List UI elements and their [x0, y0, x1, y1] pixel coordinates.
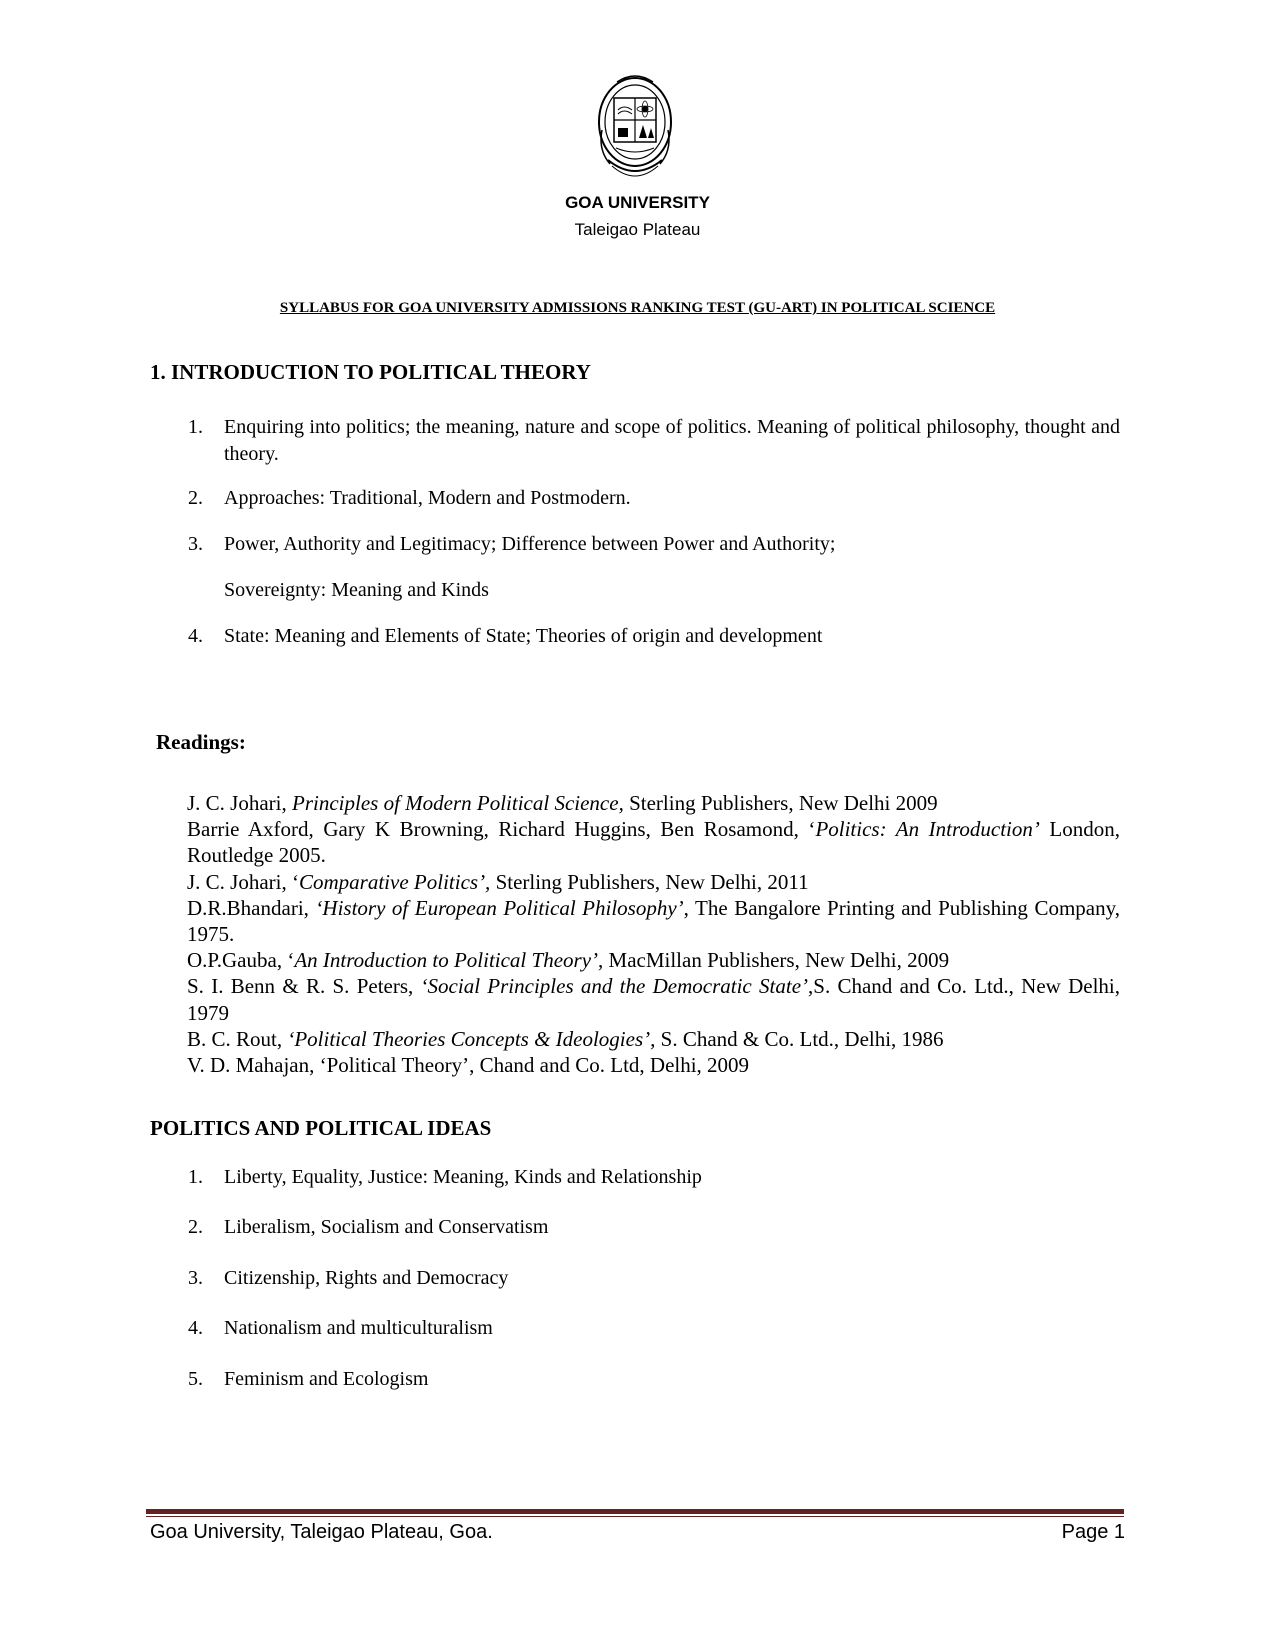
list-text: Citizenship, Rights and Democracy: [224, 1267, 509, 1289]
reading-publisher: , The Bangalore Printing and Publishing Company, 1975.: [187, 895, 1120, 947]
list-number: 1.: [188, 1166, 203, 1188]
list-text: Nationalism and multiculturalism: [224, 1317, 493, 1339]
list-number: 3.: [188, 533, 203, 555]
list-text: State: Meaning and Elements of State; Theories of origin and development: [224, 625, 823, 647]
reading-title: Principles of Modern Political Science,: [292, 791, 624, 815]
reading-publisher: S. Chand & Co. Ltd., Delhi, 1986: [655, 1026, 944, 1051]
footer-divider: [146, 1509, 1124, 1514]
reading-entry: [187, 869, 1120, 895]
list-number: 2.: [188, 487, 203, 509]
list-text: Liberty, Equality, Justice: Meaning, Kinds and Relationship: [224, 1166, 702, 1188]
list-number: 4.: [188, 625, 203, 647]
reading-title: An Introduction to Political Theory’: [294, 948, 599, 973]
reading-entry: [187, 1052, 1120, 1078]
readings-label: Readings:: [156, 730, 246, 754]
reading-author: B. C. Rout,: [187, 1026, 288, 1051]
footer-address: Goa University, Taleigao Plateau, Goa.: [150, 1521, 493, 1543]
list-number: 4.: [188, 1317, 203, 1339]
reading-entry: [187, 816, 1120, 868]
reading-author: D.R.Bhandari,: [187, 895, 316, 920]
list-text: Feminism and Ecologism: [224, 1368, 429, 1390]
list-text: Liberalism, Socialism and Conservatism: [224, 1216, 549, 1238]
reading-author: O.P.Gauba, ‘: [187, 948, 295, 973]
reading-entry: [187, 1026, 1120, 1052]
reading-title: ‘Political Theories Concepts & Ideologies’,: [287, 1026, 656, 1051]
reading-title: ‘Social Principles and the Democratic State’: [420, 974, 809, 999]
reading-author: J. C. Johari,: [187, 791, 292, 815]
reading-publisher: London, Routledge 2005.: [187, 817, 1120, 868]
list-text: Sovereignty: Meaning and Kinds: [224, 579, 489, 601]
reading-entry: [187, 790, 1120, 816]
list-number: 1.: [188, 416, 203, 438]
list-number: 5.: [188, 1368, 203, 1390]
syllabus-title: SYLLABUS FOR GOA UNIVERSITY ADMISSIONS RANKING TEST (GU-ART) IN POLITICAL SCIENCE: [279, 300, 996, 316]
footer-divider-thin: [146, 1516, 1124, 1517]
university-name: GOA UNIVERSITY: [565, 193, 710, 212]
readings-list: [187, 790, 1120, 1078]
reading-entry: [187, 895, 1120, 947]
reading-title: ‘History of European Political Philosophy’: [315, 895, 684, 920]
list-number: 2.: [188, 1216, 203, 1238]
list-text: Power, Authority and Legitimacy; Difference between Power and Authority;: [224, 533, 836, 555]
list-text: Enquiring into politics; the meaning, nature and scope of politics. Meaning of political philosophy, thought and theory.: [224, 416, 1120, 465]
reading-publisher: Sterling Publishers, New Delhi 2009: [623, 791, 938, 815]
reading-entry: [187, 947, 1120, 973]
section-heading-political-ideas: POLITICS AND POLITICAL IDEAS: [150, 1116, 492, 1140]
list-number: 3.: [188, 1267, 203, 1289]
reading-publisher: Sterling Publishers, New Delhi, 2011: [490, 869, 809, 894]
reading-title: Politics: An Introduction’: [815, 817, 1040, 842]
reading-author: V. D. Mahajan, ‘Political Theory’, Chand and Co. Ltd, Delhi, 2009: [187, 1053, 750, 1078]
reading-title: Comparative Politics’,: [299, 869, 491, 894]
list-text: Approaches: Traditional, Modern and Postmodern.: [224, 487, 631, 509]
reading-entry: [187, 973, 1120, 1025]
university-location: Taleigao Plateau: [574, 220, 701, 239]
reading-publisher: ,S. Chand and Co. Ltd., New Delhi, 1979: [187, 974, 1120, 1025]
goa-university-seal-icon: [594, 70, 676, 192]
reading-author: J. C. Johari, ‘: [187, 869, 299, 894]
reading-publisher: , MacMillan Publishers, New Delhi, 2009: [598, 948, 950, 973]
reading-author: Barrie Axford, Gary K Browning, Richard Huggins, Ben Rosamond, ‘: [187, 817, 816, 842]
section-heading-political-theory: 1. INTRODUCTION TO POLITICAL THEORY: [150, 360, 591, 384]
page-number: Page 1: [1061, 1521, 1125, 1543]
reading-author: S. I. Benn & R. S. Peters,: [187, 974, 421, 999]
